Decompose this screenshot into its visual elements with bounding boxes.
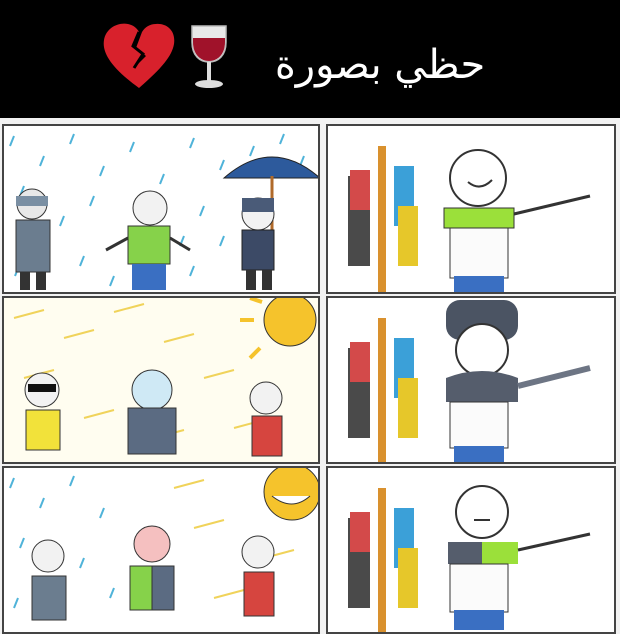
broken-heart-icon [100,22,178,92]
panel-sun-left [2,296,320,464]
wine-glass-icon [186,22,232,92]
caption-text: حظي بصورة [274,42,486,88]
panel-mixed-left [2,466,320,634]
comic-grid [0,118,620,634]
panel-dressing-2 [326,296,616,464]
panel-dressing-3 [326,466,616,634]
header-bar [0,0,620,118]
panel-rain-left [2,124,320,294]
panel-dressing-1 [326,124,616,294]
